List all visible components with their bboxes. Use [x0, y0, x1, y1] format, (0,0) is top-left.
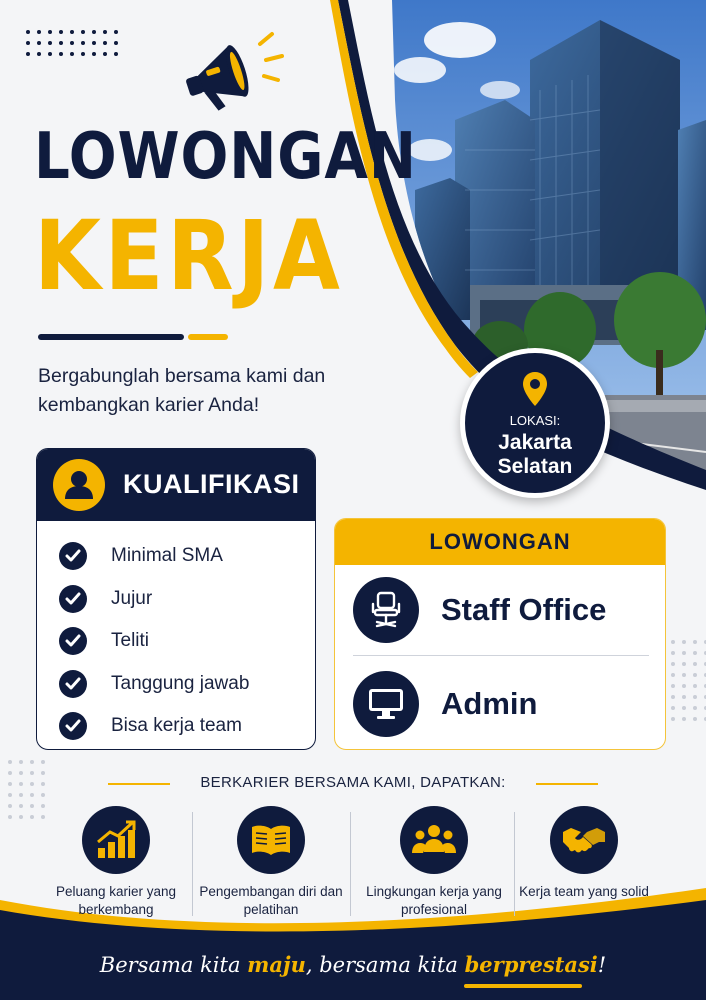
- benefit-item: [191, 806, 351, 919]
- benefit-text: Peluang karier yang berkembang: [55, 884, 177, 917]
- open-book-icon: [237, 806, 305, 874]
- qualifications-card: [36, 448, 316, 750]
- megaphone-icon: [178, 30, 288, 120]
- qualification-text: Tanggung jawab: [111, 672, 250, 694]
- location-value: Jakarta Selatan: [497, 431, 573, 478]
- headline-line-1: LOWONGAN: [34, 120, 417, 194]
- vacancies-title: LOWONGAN: [429, 529, 571, 554]
- dot-pattern-top: [26, 30, 118, 56]
- slogan-underline: [464, 984, 582, 988]
- benefit-text: Kerja team yang solid: [519, 884, 649, 899]
- team-people-icon: [400, 806, 468, 874]
- job-label: Staff Office: [441, 592, 607, 627]
- slogan-part: , bersama kita: [305, 953, 465, 977]
- heading-rule-right: [536, 783, 598, 785]
- qualifications-list: [59, 535, 249, 748]
- dot-pattern-right: [660, 640, 706, 721]
- check-icon: [59, 542, 87, 570]
- tagline: Bergabunglah bersama kami dan kembangkan karier Anda!: [38, 365, 326, 416]
- headline-line-2: KERJA: [34, 200, 344, 312]
- office-chair-icon: [353, 577, 419, 643]
- user-icon: [53, 459, 105, 511]
- location-pin-icon: [522, 371, 548, 407]
- location-badge: [460, 348, 610, 498]
- qualification-text: Minimal SMA: [111, 545, 223, 567]
- job-label: Admin: [441, 686, 538, 721]
- slogan-highlight: maju: [247, 952, 306, 977]
- check-icon: [59, 627, 87, 655]
- qualification-item: [59, 620, 249, 663]
- benefit-text: Lingkungan kerja yang profesional: [366, 884, 502, 917]
- job-item-staff-office: [353, 575, 649, 645]
- vacancies-card: [334, 518, 666, 750]
- benefit-text: Pengembangan diri dan pelatihan: [199, 884, 343, 917]
- heading-rule-left: [108, 783, 170, 785]
- location-label: LOKASI:: [509, 413, 561, 428]
- check-icon: [59, 670, 87, 698]
- handshake-icon: [550, 806, 618, 874]
- check-icon: [59, 585, 87, 613]
- benefit-separator: [350, 812, 351, 916]
- benefit-item: [354, 806, 514, 919]
- check-icon: [59, 712, 87, 740]
- benefit-item: [504, 806, 664, 901]
- slogan-highlight: berprestasi: [464, 952, 598, 977]
- qualifications-title: KUALIFIKASI: [123, 469, 300, 499]
- benefit-item: [36, 806, 196, 919]
- headline-underline: [38, 334, 228, 340]
- job-divider: [353, 655, 649, 656]
- growth-chart-icon: [82, 806, 150, 874]
- qualification-text: Bisa kerja team: [111, 715, 242, 737]
- qualification-text: Jujur: [111, 587, 153, 609]
- qualification-item: [59, 663, 249, 706]
- vacancies-header: [335, 519, 665, 565]
- qualification-item: [59, 705, 249, 748]
- slogan-part: !: [597, 953, 607, 977]
- footer-slogan: [0, 952, 706, 977]
- benefits-heading: BERKARIER BERSAMA KAMI, DAPATKAN:: [200, 774, 506, 791]
- qualification-text: Teliti: [111, 630, 150, 652]
- qualification-item: [59, 535, 249, 578]
- qualification-item: [59, 578, 249, 621]
- qualifications-header: [37, 449, 315, 521]
- slogan-part: Bersama kita: [99, 953, 248, 977]
- job-item-admin: [353, 669, 649, 739]
- monitor-icon: [353, 671, 419, 737]
